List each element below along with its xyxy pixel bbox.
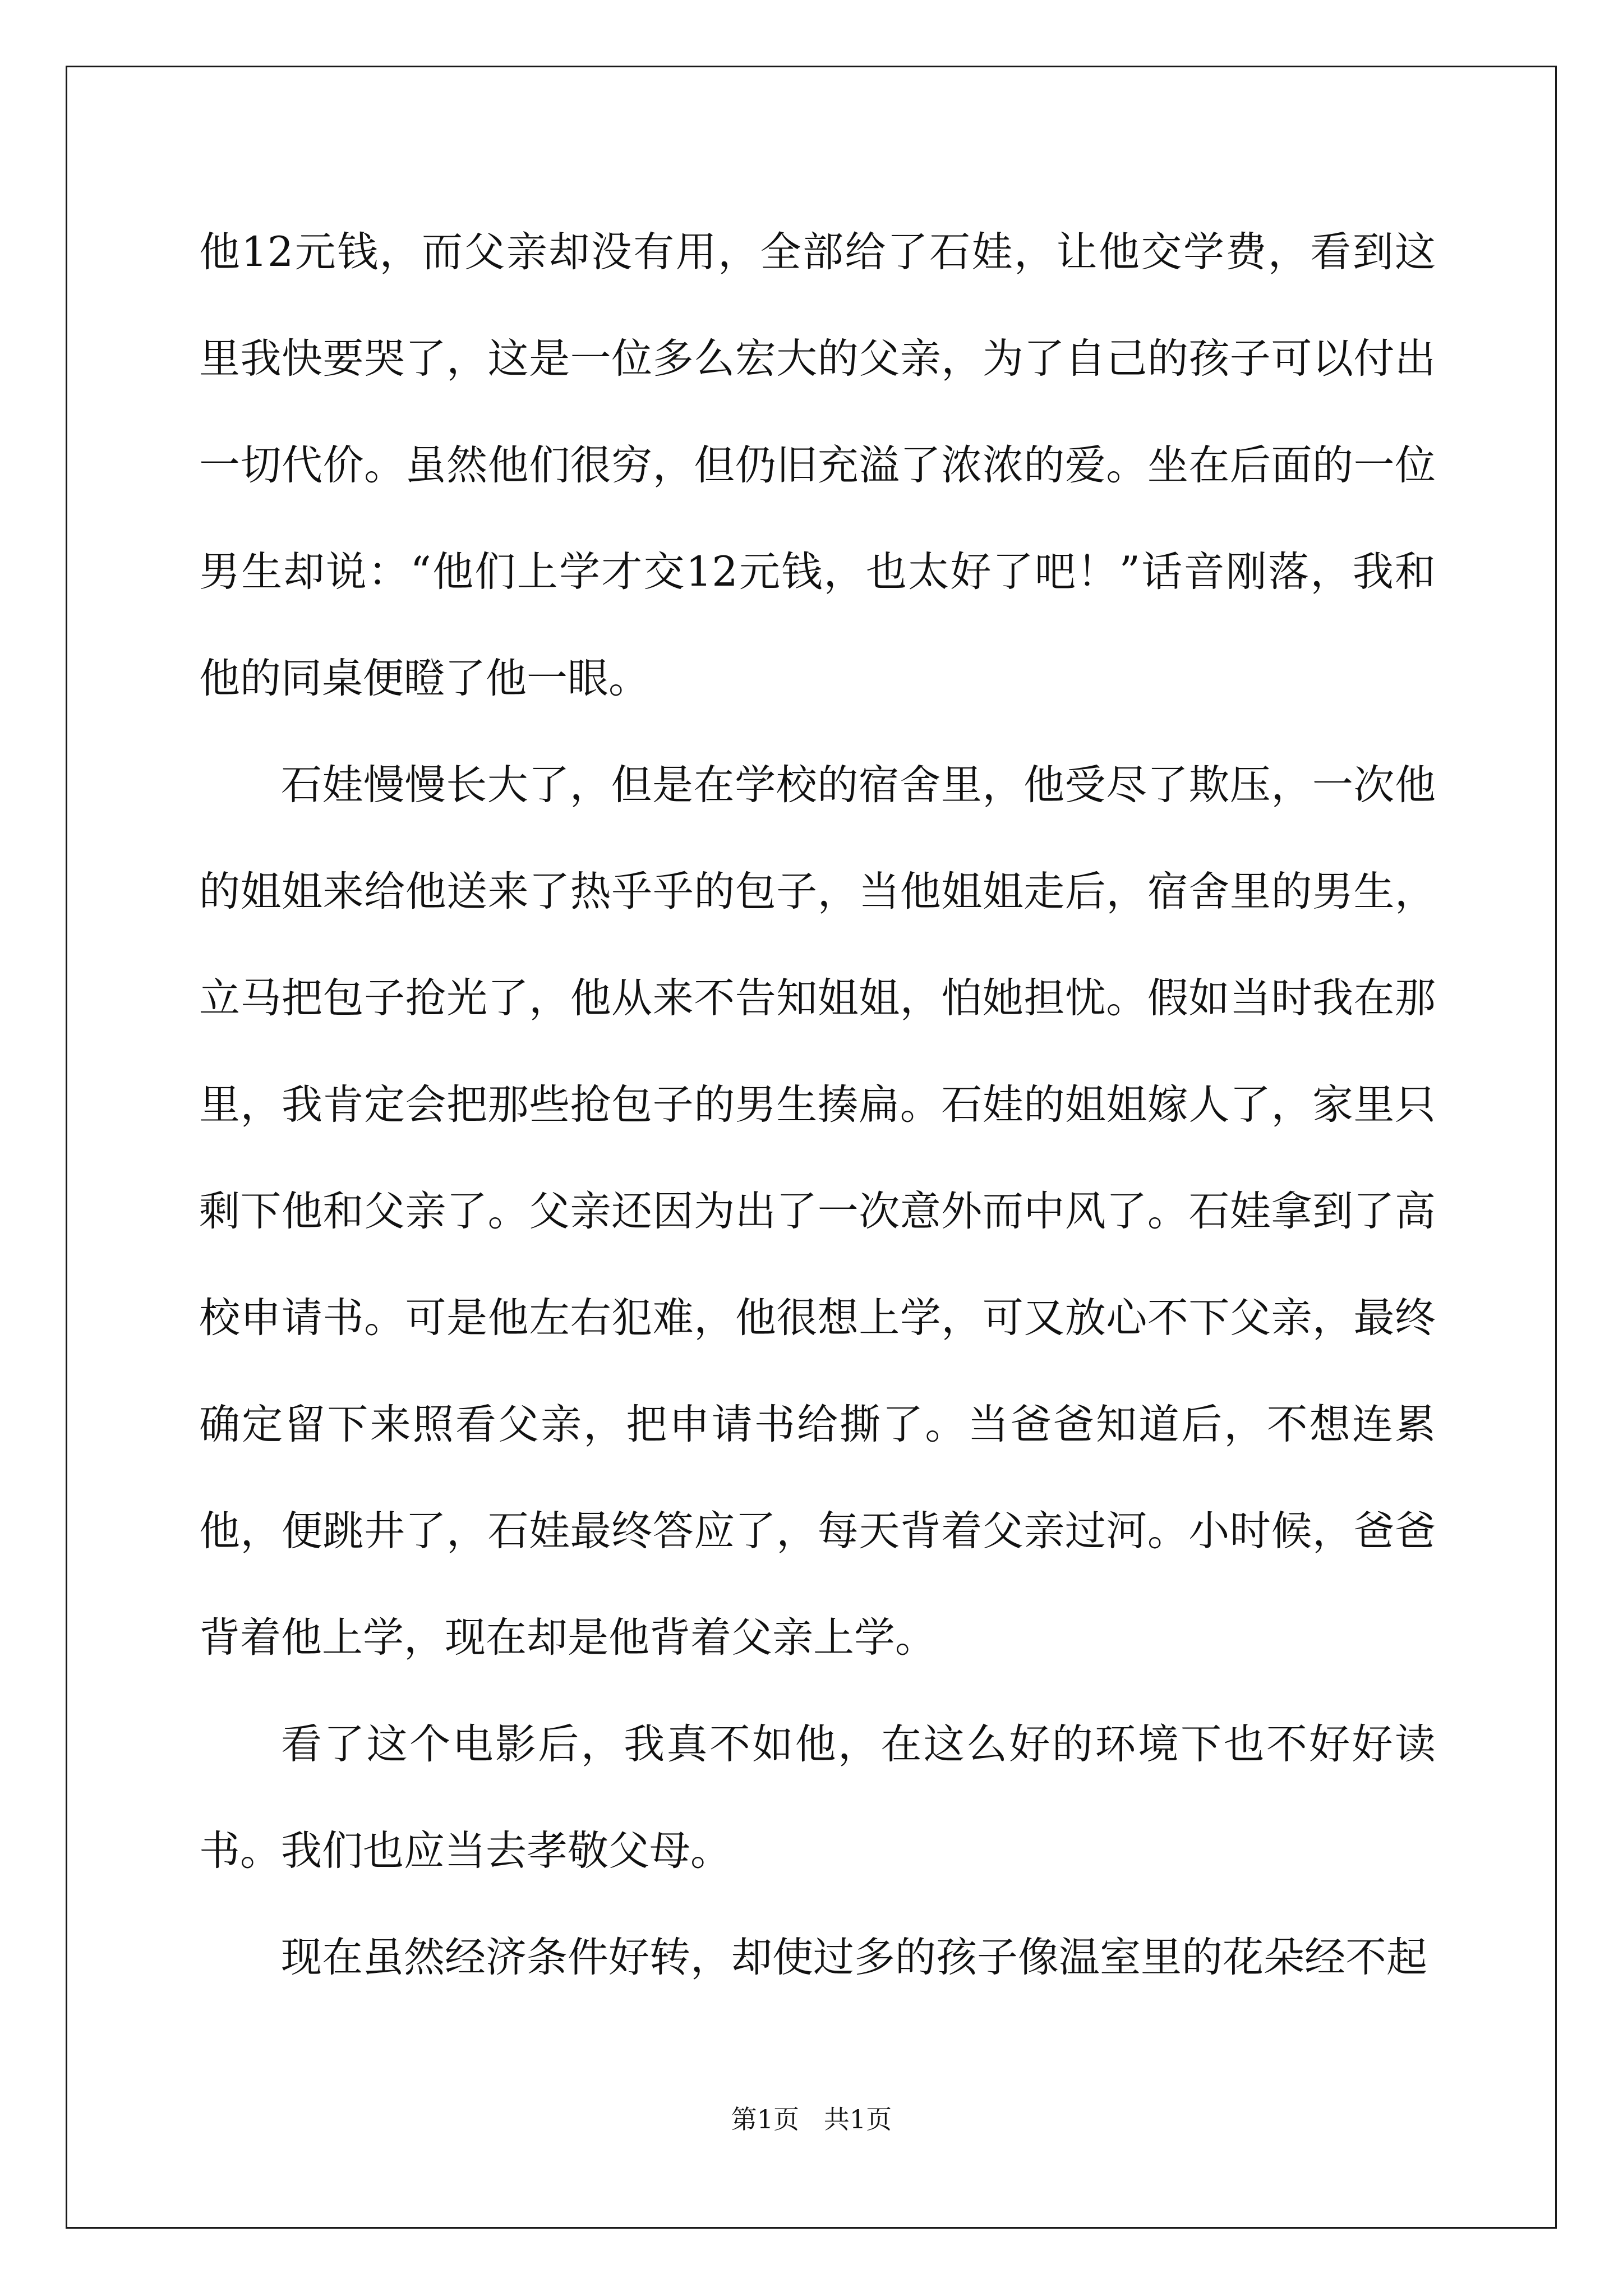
paragraph-3: 看了这个电影后，我真不如他，在这么好的环境下也不好好读书。我们也应当去孝敬父母。 xyxy=(199,1720,1436,1875)
paragraph-2: 石娃慢慢长大了，但是在学校的宿舍里，他受尽了欺压，一次他的姐姐来给他送来了热乎乎的包子，当他姐姐走后，宿舍里的男生，立马把包子抢光了，他从来不告知姐姐，怕她担忧。假如当时我在那里，我肯定会把那些抢包子的男生揍扁。石娃的姐姐嫁人了，家里只剩下他和父亲了。父亲还因为出了一次意外而中风了。石娃拿到了高校申请书。可是他左右犯难，他很想上学，可又放心不下父亲，最终确定留下来照看父亲，把申请书给撕了。当爸爸知道后，不想连累他，便跳井了，石娃最终答应了，每天背着父亲过河。小时候，爸爸背着他上学，现在却是他背着父亲上学。 xyxy=(199,761,1436,1662)
paragraph-1: 他12元钱，而父亲却没有用，全部给了石娃，让他交学费，看到这里我快要哭了，这是一位多么宏大的父亲，为了自己的孩子可以付出一切代价。虽然他们很穷，但仍旧充溢了浓浓的爱。坐在后面的一位男生却说：“他们上学才交12元钱，也太好了吧！”话音刚落，我和他的同桌便瞪了他一眼。 xyxy=(199,228,1436,702)
document-body xyxy=(199,199,1436,2011)
paragraph-4: 现在虽然经济条件好转，却使过多的孩子像温室里的花朵经不起 xyxy=(281,1934,1427,1981)
page-footer: 第1页 共1页 xyxy=(731,2104,892,2134)
